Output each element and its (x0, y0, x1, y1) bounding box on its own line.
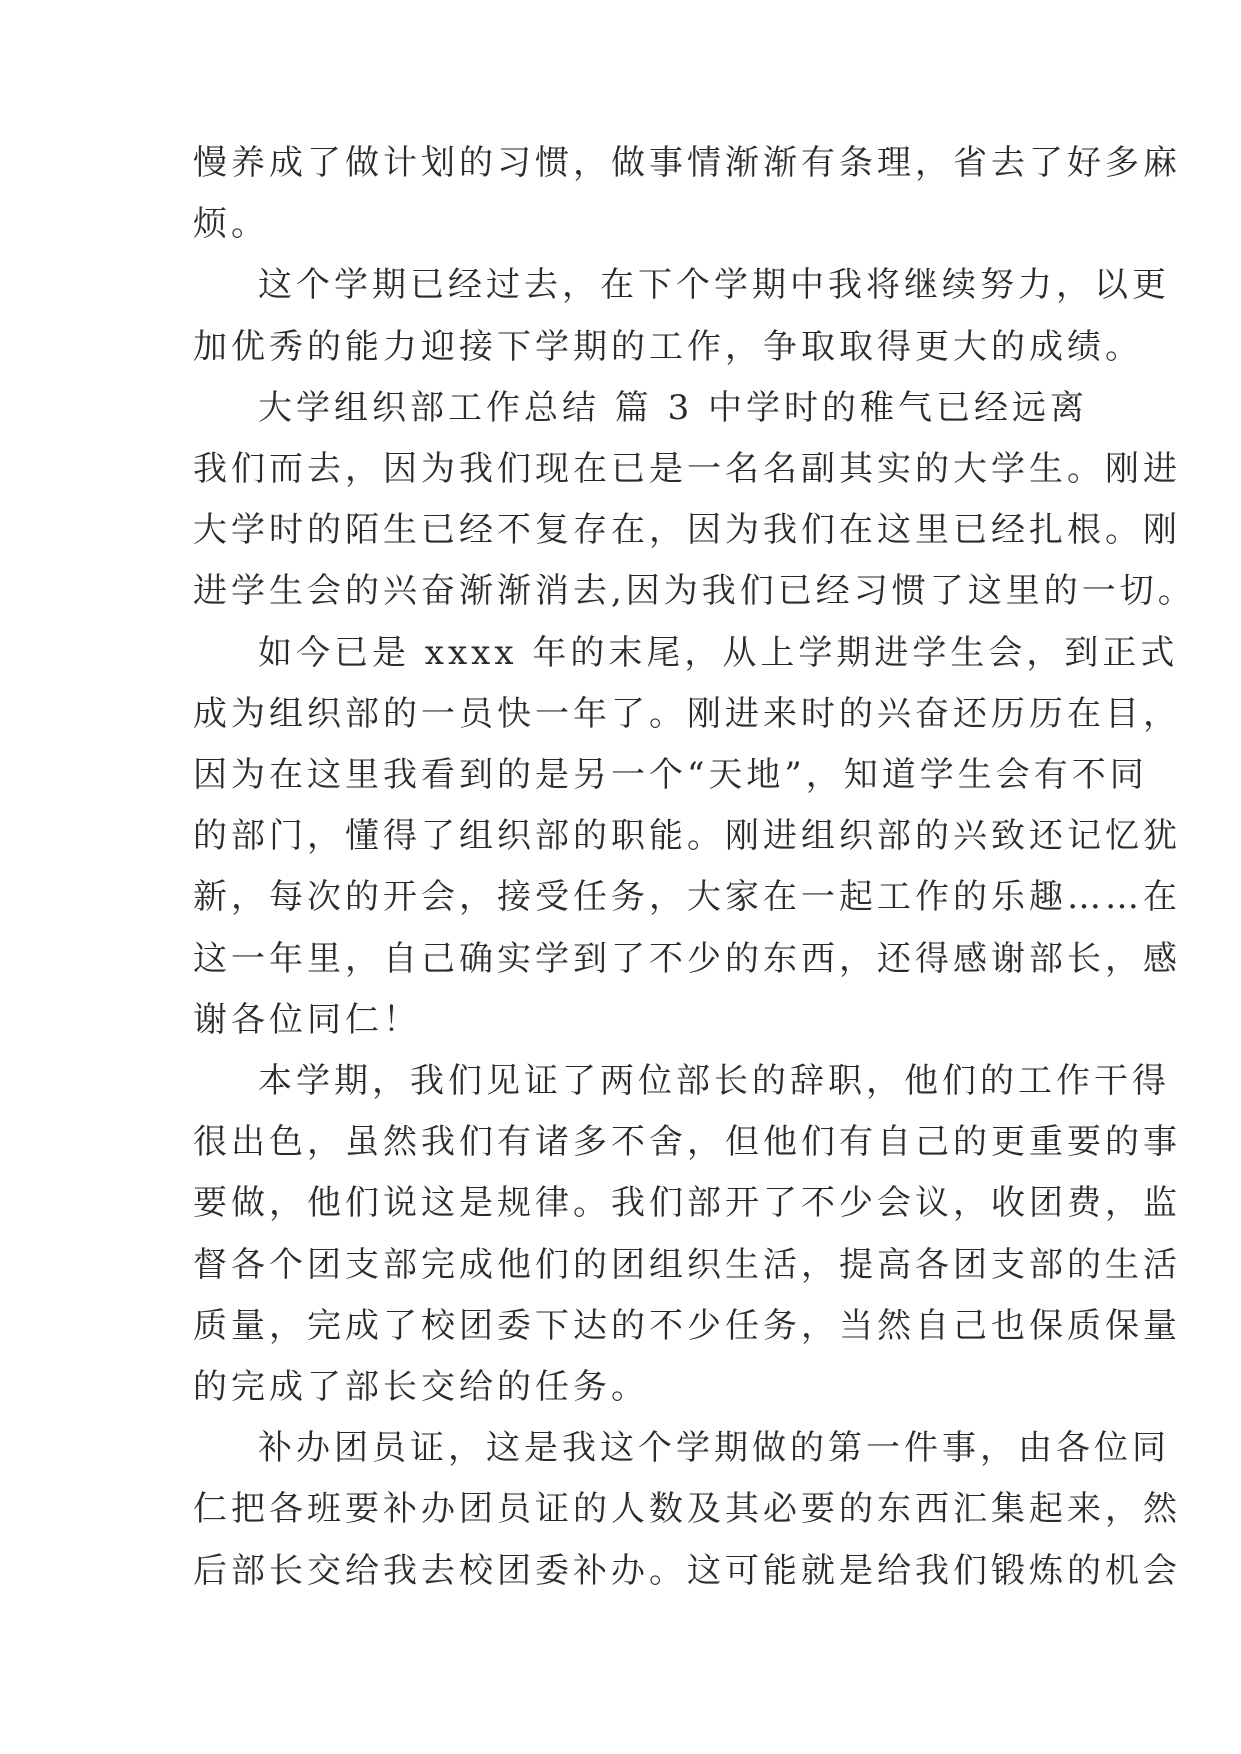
text-line: 烦。 (193, 204, 269, 244)
text-line: 后部长交给我去校团委补办。这可能就是给我们锻炼的机会 (193, 1551, 1181, 1591)
text-line: 的部门，懂得了组织部的职能。刚进组织部的兴致还记忆犹 (193, 816, 1181, 856)
text-line: 这个学期已经过去，在下个学期中我将继续努力，以更 (258, 265, 1170, 305)
text-line: 督各个团支部完成他们的团组织生活，提高各团支部的生活 (193, 1245, 1181, 1285)
text-line: 因为在这里我看到的是另一个“天地”，知道学生会有不同 (193, 755, 1148, 795)
text-line: 补办团员证，这是我这个学期做的第一件事，由各位同 (258, 1428, 1170, 1468)
text-line: 加优秀的能力迎接下学期的工作，争取取得更大的成绩。 (193, 327, 1143, 367)
text-line: 很出色，虽然我们有诸多不舍，但他们有自己的更重要的事 (193, 1122, 1181, 1162)
text-line: 仁把各班要补办团员证的人数及其必要的东西汇集起来，然 (193, 1489, 1181, 1529)
text-line: 大学组织部工作总结 篇 3 中学时的稚气已经远离 (258, 388, 1089, 428)
text-line: 进学生会的兴奋渐渐消去,因为我们已经习惯了这里的一切。 (193, 571, 1196, 611)
text-line: 如今已是 xxxx 年的末尾，从上学期进学生会，到正式 (258, 633, 1179, 673)
text-line: 这一年里，自己确实学到了不少的东西，还得感谢部长，感 (193, 939, 1181, 979)
text-line: 成为组织部的一员快一年了。刚进来时的兴奋还历历在目， (193, 694, 1181, 734)
text-line: 要做，他们说这是规律。我们部开了不少会议，收团费，监 (193, 1183, 1181, 1223)
text-line: 谢各位同仁！ (193, 1000, 421, 1040)
text-line: 本学期，我们见证了两位部长的辞职，他们的工作干得 (258, 1061, 1170, 1101)
text-line: 大学时的陌生已经不复存在，因为我们在这里已经扎根。刚 (193, 510, 1181, 550)
text-line: 质量，完成了校团委下达的不少任务，当然自己也保质保量 (193, 1306, 1181, 1346)
text-line: 我们而去，因为我们现在已是一名名副其实的大学生。刚进 (193, 449, 1181, 489)
text-line: 慢养成了做计划的习惯，做事情渐渐有条理，省去了好多麻 (193, 143, 1181, 183)
text-line: 新，每次的开会，接受任务，大家在一起工作的乐趣……在 (193, 877, 1181, 917)
text-line: 的完成了部长交给的任务。 (193, 1367, 649, 1407)
